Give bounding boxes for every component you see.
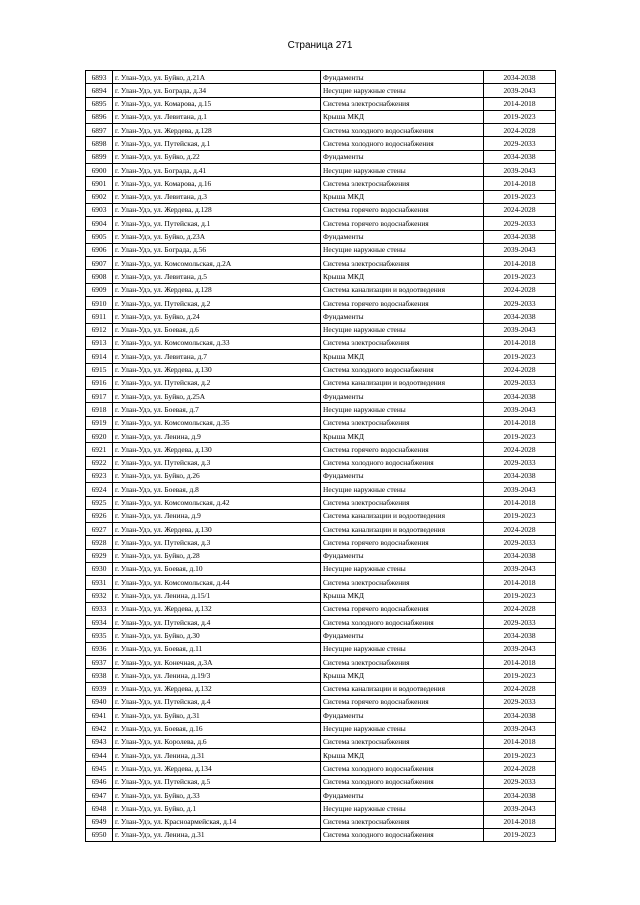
period-cell: 2024-2028 <box>484 283 556 296</box>
period-cell: 2034-2038 <box>484 150 556 163</box>
row-number-cell: 6905 <box>86 230 113 243</box>
table-row <box>86 602 556 615</box>
period-cell: 2024-2028 <box>484 443 556 456</box>
table-row <box>86 456 556 469</box>
address-cell: г. Улан-Удэ, ул. Ленина, д.31 <box>113 749 321 762</box>
element-type-cell: Система горячего водоснабжения <box>321 536 484 549</box>
address-cell: г. Улан-Удэ, ул. Ленина, д.9 <box>113 509 321 522</box>
row-number-cell: 6909 <box>86 283 113 296</box>
row-number-cell: 6899 <box>86 150 113 163</box>
table-row <box>86 416 556 429</box>
element-type-cell: Система горячего водоснабжения <box>321 602 484 615</box>
table-row <box>86 97 556 110</box>
address-cell: г. Улан-Удэ, ул. Бограда, д.41 <box>113 164 321 177</box>
period-cell: 2019-2023 <box>484 828 556 841</box>
period-cell: 2014-2018 <box>484 416 556 429</box>
row-number-cell: 6925 <box>86 496 113 509</box>
element-type-cell: Несущие наружные стены <box>321 403 484 416</box>
address-cell: г. Улан-Удэ, ул. Бограда, д.56 <box>113 243 321 256</box>
element-type-cell: Несущие наружные стены <box>321 164 484 177</box>
table-row <box>86 150 556 163</box>
table-row <box>86 695 556 708</box>
period-cell: 2024-2028 <box>484 602 556 615</box>
row-number-cell: 6895 <box>86 97 113 110</box>
period-cell: 2019-2023 <box>484 589 556 602</box>
element-type-cell: Система электроснабжения <box>321 336 484 349</box>
table-row <box>86 722 556 735</box>
element-type-cell: Фундаменты <box>321 629 484 642</box>
element-type-cell: Система холодного водоснабжения <box>321 456 484 469</box>
period-cell: 2029-2033 <box>484 536 556 549</box>
period-cell: 2029-2033 <box>484 217 556 230</box>
element-type-cell: Несущие наружные стены <box>321 802 484 815</box>
table-row <box>86 709 556 722</box>
table-row <box>86 802 556 815</box>
period-cell: 2039-2043 <box>484 483 556 496</box>
period-cell: 2014-2018 <box>484 177 556 190</box>
table-row <box>86 297 556 310</box>
row-number-cell: 6931 <box>86 576 113 589</box>
table-row <box>86 190 556 203</box>
address-cell: г. Улан-Удэ, ул. Буйко, д.23А <box>113 230 321 243</box>
address-cell: г. Улан-Удэ, ул. Боевая, д.6 <box>113 323 321 336</box>
row-number-cell: 6904 <box>86 217 113 230</box>
table-row <box>86 469 556 482</box>
address-cell: г. Улан-Удэ, ул. Левитана, д.3 <box>113 190 321 203</box>
address-cell: г. Улан-Удэ, ул. Путейская, д.1 <box>113 137 321 150</box>
element-type-cell: Система электроснабжения <box>321 656 484 669</box>
table-row <box>86 669 556 682</box>
table-row <box>86 110 556 123</box>
row-number-cell: 6894 <box>86 84 113 97</box>
table-row <box>86 509 556 522</box>
element-type-cell: Система электроснабжения <box>321 735 484 748</box>
address-cell: г. Улан-Удэ, ул. Комсомольская, д.2А <box>113 257 321 270</box>
address-cell: г. Улан-Удэ, ул. Левитана, д.5 <box>113 270 321 283</box>
address-cell: г. Улан-Удэ, ул. Жердева, д.132 <box>113 602 321 615</box>
element-type-cell: Несущие наружные стены <box>321 722 484 735</box>
row-number-cell: 6900 <box>86 164 113 177</box>
table-row <box>86 536 556 549</box>
period-cell: 2024-2028 <box>484 203 556 216</box>
table-row <box>86 749 556 762</box>
table-row <box>86 323 556 336</box>
element-type-cell: Фундаменты <box>321 310 484 323</box>
row-number-cell: 6942 <box>86 722 113 735</box>
period-cell: 2039-2043 <box>484 802 556 815</box>
element-type-cell: Система канализации и водоотведения <box>321 682 484 695</box>
period-cell: 2024-2028 <box>484 523 556 536</box>
table-row <box>86 124 556 137</box>
address-cell: г. Улан-Удэ, ул. Комсомольская, д.35 <box>113 416 321 429</box>
row-number-cell: 6950 <box>86 828 113 841</box>
period-cell: 2034-2038 <box>484 789 556 802</box>
table-row <box>86 84 556 97</box>
table-row <box>86 443 556 456</box>
period-cell: 2034-2038 <box>484 71 556 84</box>
table-row <box>86 257 556 270</box>
element-type-cell: Система горячего водоснабжения <box>321 203 484 216</box>
table-row <box>86 177 556 190</box>
row-number-cell: 6939 <box>86 682 113 695</box>
period-cell: 2034-2038 <box>484 709 556 722</box>
address-cell: г. Улан-Удэ, ул. Буйко, д.30 <box>113 629 321 642</box>
row-number-cell: 6935 <box>86 629 113 642</box>
element-type-cell: Фундаменты <box>321 709 484 722</box>
period-cell: 2019-2023 <box>484 669 556 682</box>
address-cell: г. Улан-Удэ, ул. Ленина, д.31 <box>113 828 321 841</box>
element-type-cell: Система электроснабжения <box>321 496 484 509</box>
table-row <box>86 656 556 669</box>
table-row <box>86 589 556 602</box>
table-row <box>86 616 556 629</box>
row-number-cell: 6926 <box>86 509 113 522</box>
table-row <box>86 310 556 323</box>
table-row <box>86 735 556 748</box>
element-type-cell: Фундаменты <box>321 549 484 562</box>
element-type-cell: Система канализации и водоотведения <box>321 509 484 522</box>
element-type-cell: Несущие наружные стены <box>321 562 484 575</box>
period-cell: 2034-2038 <box>484 469 556 482</box>
element-type-cell: Фундаменты <box>321 150 484 163</box>
address-cell: г. Улан-Удэ, ул. Буйко, д.26 <box>113 469 321 482</box>
row-number-cell: 6916 <box>86 376 113 389</box>
period-cell: 2039-2043 <box>484 323 556 336</box>
table-row <box>86 283 556 296</box>
row-number-cell: 6936 <box>86 642 113 655</box>
element-type-cell: Система горячего водоснабжения <box>321 297 484 310</box>
address-cell: г. Улан-Удэ, ул. Жердева, д.128 <box>113 124 321 137</box>
row-number-cell: 6902 <box>86 190 113 203</box>
address-cell: г. Улан-Удэ, ул. Жердева, д.130 <box>113 443 321 456</box>
row-number-cell: 6948 <box>86 802 113 815</box>
page-header: Страница 271 <box>287 40 353 51</box>
period-cell: 2014-2018 <box>484 576 556 589</box>
table-row <box>86 230 556 243</box>
period-cell: 2039-2043 <box>484 403 556 416</box>
period-cell: 2034-2038 <box>484 629 556 642</box>
table-row <box>86 549 556 562</box>
element-type-cell: Крыша МКД <box>321 589 484 602</box>
element-type-cell: Система электроснабжения <box>321 177 484 190</box>
row-number-cell: 6933 <box>86 602 113 615</box>
period-cell: 2019-2023 <box>484 430 556 443</box>
address-cell: г. Улан-Удэ, ул. Буйко, д.24 <box>113 310 321 323</box>
table-row <box>86 629 556 642</box>
row-number-cell: 6921 <box>86 443 113 456</box>
table-row <box>86 164 556 177</box>
element-type-cell: Фундаменты <box>321 789 484 802</box>
address-cell: г. Улан-Удэ, ул. Комсомольская, д.33 <box>113 336 321 349</box>
address-cell: г. Улан-Удэ, ул. Боевая, д.11 <box>113 642 321 655</box>
row-number-cell: 6897 <box>86 124 113 137</box>
table-row <box>86 828 556 841</box>
row-number-cell: 6906 <box>86 243 113 256</box>
element-type-cell: Система горячего водоснабжения <box>321 217 484 230</box>
period-cell: 2014-2018 <box>484 735 556 748</box>
table-row <box>86 403 556 416</box>
table-row <box>86 430 556 443</box>
row-number-cell: 6929 <box>86 549 113 562</box>
period-cell: 2029-2033 <box>484 695 556 708</box>
address-cell: г. Улан-Удэ, ул. Красноармейская, д.14 <box>113 815 321 828</box>
registry-table <box>85 70 556 842</box>
address-cell: г. Улан-Удэ, ул. Путейская, д.4 <box>113 616 321 629</box>
address-cell: г. Улан-Удэ, ул. Боевая, д.16 <box>113 722 321 735</box>
row-number-cell: 6934 <box>86 616 113 629</box>
element-type-cell: Система холодного водоснабжения <box>321 828 484 841</box>
address-cell: г. Улан-Удэ, ул. Буйко, д.25А <box>113 390 321 403</box>
table-row <box>86 217 556 230</box>
table-row <box>86 390 556 403</box>
row-number-cell: 6922 <box>86 456 113 469</box>
table-row <box>86 376 556 389</box>
address-cell: г. Улан-Удэ, ул. Комарова, д.16 <box>113 177 321 190</box>
address-cell: г. Улан-Удэ, ул. Комсомольская, д.44 <box>113 576 321 589</box>
period-cell: 2019-2023 <box>484 509 556 522</box>
table-row <box>86 682 556 695</box>
row-number-cell: 6910 <box>86 297 113 310</box>
table-row <box>86 562 556 575</box>
period-cell: 2014-2018 <box>484 815 556 828</box>
period-cell: 2019-2023 <box>484 749 556 762</box>
address-cell: г. Улан-Удэ, ул. Левитана, д.7 <box>113 350 321 363</box>
element-type-cell: Система холодного водоснабжения <box>321 775 484 788</box>
row-number-cell: 6903 <box>86 203 113 216</box>
element-type-cell: Несущие наружные стены <box>321 243 484 256</box>
row-number-cell: 6920 <box>86 430 113 443</box>
period-cell: 2029-2033 <box>484 137 556 150</box>
address-cell: г. Улан-Удэ, ул. Жердева, д.134 <box>113 762 321 775</box>
element-type-cell: Система холодного водоснабжения <box>321 137 484 150</box>
element-type-cell: Фундаменты <box>321 390 484 403</box>
address-cell: г. Улан-Удэ, ул. Путейская, д.1 <box>113 217 321 230</box>
row-number-cell: 6924 <box>86 483 113 496</box>
address-cell: г. Улан-Удэ, ул. Боевая, д.10 <box>113 562 321 575</box>
period-cell: 2014-2018 <box>484 656 556 669</box>
address-cell: г. Улан-Удэ, ул. Путейская, д.2 <box>113 376 321 389</box>
period-cell: 2034-2038 <box>484 390 556 403</box>
row-number-cell: 6928 <box>86 536 113 549</box>
period-cell: 2029-2033 <box>484 775 556 788</box>
period-cell: 2014-2018 <box>484 97 556 110</box>
period-cell: 2024-2028 <box>484 363 556 376</box>
period-cell: 2034-2038 <box>484 549 556 562</box>
period-cell: 2029-2033 <box>484 297 556 310</box>
element-type-cell: Крыша МКД <box>321 270 484 283</box>
element-type-cell: Система электроснабжения <box>321 576 484 589</box>
address-cell: г. Улан-Удэ, ул. Жердева, д.130 <box>113 523 321 536</box>
table-row <box>86 350 556 363</box>
row-number-cell: 6911 <box>86 310 113 323</box>
row-number-cell: 6912 <box>86 323 113 336</box>
period-cell: 2014-2018 <box>484 257 556 270</box>
row-number-cell: 6917 <box>86 390 113 403</box>
table-row <box>86 576 556 589</box>
period-cell: 2029-2033 <box>484 376 556 389</box>
element-type-cell: Система канализации и водоотведения <box>321 376 484 389</box>
row-number-cell: 6932 <box>86 589 113 602</box>
row-number-cell: 6943 <box>86 735 113 748</box>
row-number-cell: 6914 <box>86 350 113 363</box>
row-number-cell: 6919 <box>86 416 113 429</box>
period-cell: 2034-2038 <box>484 230 556 243</box>
address-cell: г. Улан-Удэ, ул. Жердева, д.128 <box>113 203 321 216</box>
period-cell: 2014-2018 <box>484 496 556 509</box>
row-number-cell: 6896 <box>86 110 113 123</box>
address-cell: г. Улан-Удэ, ул. Боевая, д.8 <box>113 483 321 496</box>
table-row <box>86 762 556 775</box>
address-cell: г. Улан-Удэ, ул. Жердева, д.130 <box>113 363 321 376</box>
row-number-cell: 6937 <box>86 656 113 669</box>
element-type-cell: Система канализации и водоотведения <box>321 523 484 536</box>
row-number-cell: 6946 <box>86 775 113 788</box>
address-cell: г. Улан-Удэ, ул. Королева, д.6 <box>113 735 321 748</box>
row-number-cell: 6927 <box>86 523 113 536</box>
address-cell: г. Улан-Удэ, ул. Путейская, д.2 <box>113 297 321 310</box>
period-cell: 2039-2043 <box>484 642 556 655</box>
element-type-cell: Система электроснабжения <box>321 815 484 828</box>
element-type-cell: Система холодного водоснабжения <box>321 124 484 137</box>
row-number-cell: 6940 <box>86 695 113 708</box>
element-type-cell: Система холодного водоснабжения <box>321 363 484 376</box>
address-cell: г. Улан-Удэ, ул. Левитана, д.1 <box>113 110 321 123</box>
element-type-cell: Несущие наружные стены <box>321 84 484 97</box>
element-type-cell: Крыша МКД <box>321 110 484 123</box>
table-row <box>86 642 556 655</box>
element-type-cell: Фундаменты <box>321 469 484 482</box>
period-cell: 2019-2023 <box>484 110 556 123</box>
row-number-cell: 6938 <box>86 669 113 682</box>
address-cell: г. Улан-Удэ, ул. Боевая, д.7 <box>113 403 321 416</box>
period-cell: 2039-2043 <box>484 722 556 735</box>
row-number-cell: 6923 <box>86 469 113 482</box>
element-type-cell: Система холодного водоснабжения <box>321 762 484 775</box>
period-cell: 2019-2023 <box>484 350 556 363</box>
element-type-cell: Фундаменты <box>321 71 484 84</box>
element-type-cell: Фундаменты <box>321 230 484 243</box>
address-cell: г. Улан-Удэ, ул. Комсомольская, д.42 <box>113 496 321 509</box>
period-cell: 2029-2033 <box>484 616 556 629</box>
period-cell: 2039-2043 <box>484 84 556 97</box>
element-type-cell: Система горячего водоснабжения <box>321 695 484 708</box>
period-cell: 2039-2043 <box>484 164 556 177</box>
address-cell: г. Улан-Удэ, ул. Путейская, д.3 <box>113 536 321 549</box>
row-number-cell: 6944 <box>86 749 113 762</box>
period-cell: 2039-2043 <box>484 562 556 575</box>
table-row <box>86 523 556 536</box>
period-cell: 2024-2028 <box>484 124 556 137</box>
element-type-cell: Крыша МКД <box>321 190 484 203</box>
element-type-cell: Несущие наружные стены <box>321 483 484 496</box>
table-row <box>86 815 556 828</box>
row-number-cell: 6907 <box>86 257 113 270</box>
address-cell: г. Улан-Удэ, ул. Ленина, д.15/1 <box>113 589 321 602</box>
address-cell: г. Улан-Удэ, ул. Буйко, д.28 <box>113 549 321 562</box>
address-cell: г. Улан-Удэ, ул. Буйко, д.21А <box>113 71 321 84</box>
table-row <box>86 775 556 788</box>
table-row <box>86 137 556 150</box>
period-cell: 2039-2043 <box>484 243 556 256</box>
element-type-cell: Несущие наружные стены <box>321 642 484 655</box>
period-cell: 2029-2033 <box>484 456 556 469</box>
address-cell: г. Улан-Удэ, ул. Путейская, д.3 <box>113 456 321 469</box>
table-row <box>86 270 556 283</box>
table-row <box>86 243 556 256</box>
row-number-cell: 6898 <box>86 137 113 150</box>
period-cell: 2024-2028 <box>484 762 556 775</box>
address-cell: г. Улан-Удэ, ул. Путейская, д.5 <box>113 775 321 788</box>
address-cell: г. Улан-Удэ, ул. Ленина, д.19/3 <box>113 669 321 682</box>
row-number-cell: 6918 <box>86 403 113 416</box>
table-row <box>86 203 556 216</box>
address-cell: г. Улан-Удэ, ул. Буйко, д.31 <box>113 709 321 722</box>
address-cell: г. Улан-Удэ, ул. Комарова, д.15 <box>113 97 321 110</box>
element-type-cell: Крыша МКД <box>321 350 484 363</box>
row-number-cell: 6893 <box>86 71 113 84</box>
row-number-cell: 6949 <box>86 815 113 828</box>
table-row <box>86 789 556 802</box>
element-type-cell: Крыша МКД <box>321 669 484 682</box>
address-cell: г. Улан-Удэ, ул. Конечная, д.3А <box>113 656 321 669</box>
row-number-cell: 6901 <box>86 177 113 190</box>
address-cell: г. Улан-Удэ, ул. Жердева, д.128 <box>113 283 321 296</box>
address-cell: г. Улан-Удэ, ул. Буйко, д.22 <box>113 150 321 163</box>
address-cell: г. Улан-Удэ, ул. Бограда, д.34 <box>113 84 321 97</box>
table-row <box>86 483 556 496</box>
element-type-cell: Система электроснабжения <box>321 257 484 270</box>
period-cell: 2014-2018 <box>484 336 556 349</box>
address-cell: г. Улан-Удэ, ул. Ленина, д.9 <box>113 430 321 443</box>
element-type-cell: Система горячего водоснабжения <box>321 443 484 456</box>
element-type-cell: Несущие наружные стены <box>321 323 484 336</box>
element-type-cell: Система холодного водоснабжения <box>321 616 484 629</box>
table-row <box>86 363 556 376</box>
address-cell: г. Улан-Удэ, ул. Буйко, д.1 <box>113 802 321 815</box>
address-cell: г. Улан-Удэ, ул. Буйко, д.33 <box>113 789 321 802</box>
address-cell: г. Улан-Удэ, ул. Путейская, д.4 <box>113 695 321 708</box>
row-number-cell: 6913 <box>86 336 113 349</box>
row-number-cell: 6930 <box>86 562 113 575</box>
address-cell: г. Улан-Удэ, ул. Жердева, д.132 <box>113 682 321 695</box>
element-type-cell: Крыша МКД <box>321 430 484 443</box>
period-cell: 2024-2028 <box>484 682 556 695</box>
element-type-cell: Крыша МКД <box>321 749 484 762</box>
table-row <box>86 336 556 349</box>
row-number-cell: 6941 <box>86 709 113 722</box>
row-number-cell: 6915 <box>86 363 113 376</box>
period-cell: 2019-2023 <box>484 190 556 203</box>
period-cell: 2019-2023 <box>484 270 556 283</box>
table-row <box>86 71 556 84</box>
row-number-cell: 6908 <box>86 270 113 283</box>
element-type-cell: Система электроснабжения <box>321 416 484 429</box>
element-type-cell: Система электроснабжения <box>321 97 484 110</box>
element-type-cell: Система канализации и водоотведения <box>321 283 484 296</box>
period-cell: 2034-2038 <box>484 310 556 323</box>
row-number-cell: 6945 <box>86 762 113 775</box>
registry-table-body <box>86 71 556 842</box>
row-number-cell: 6947 <box>86 789 113 802</box>
table-row <box>86 496 556 509</box>
